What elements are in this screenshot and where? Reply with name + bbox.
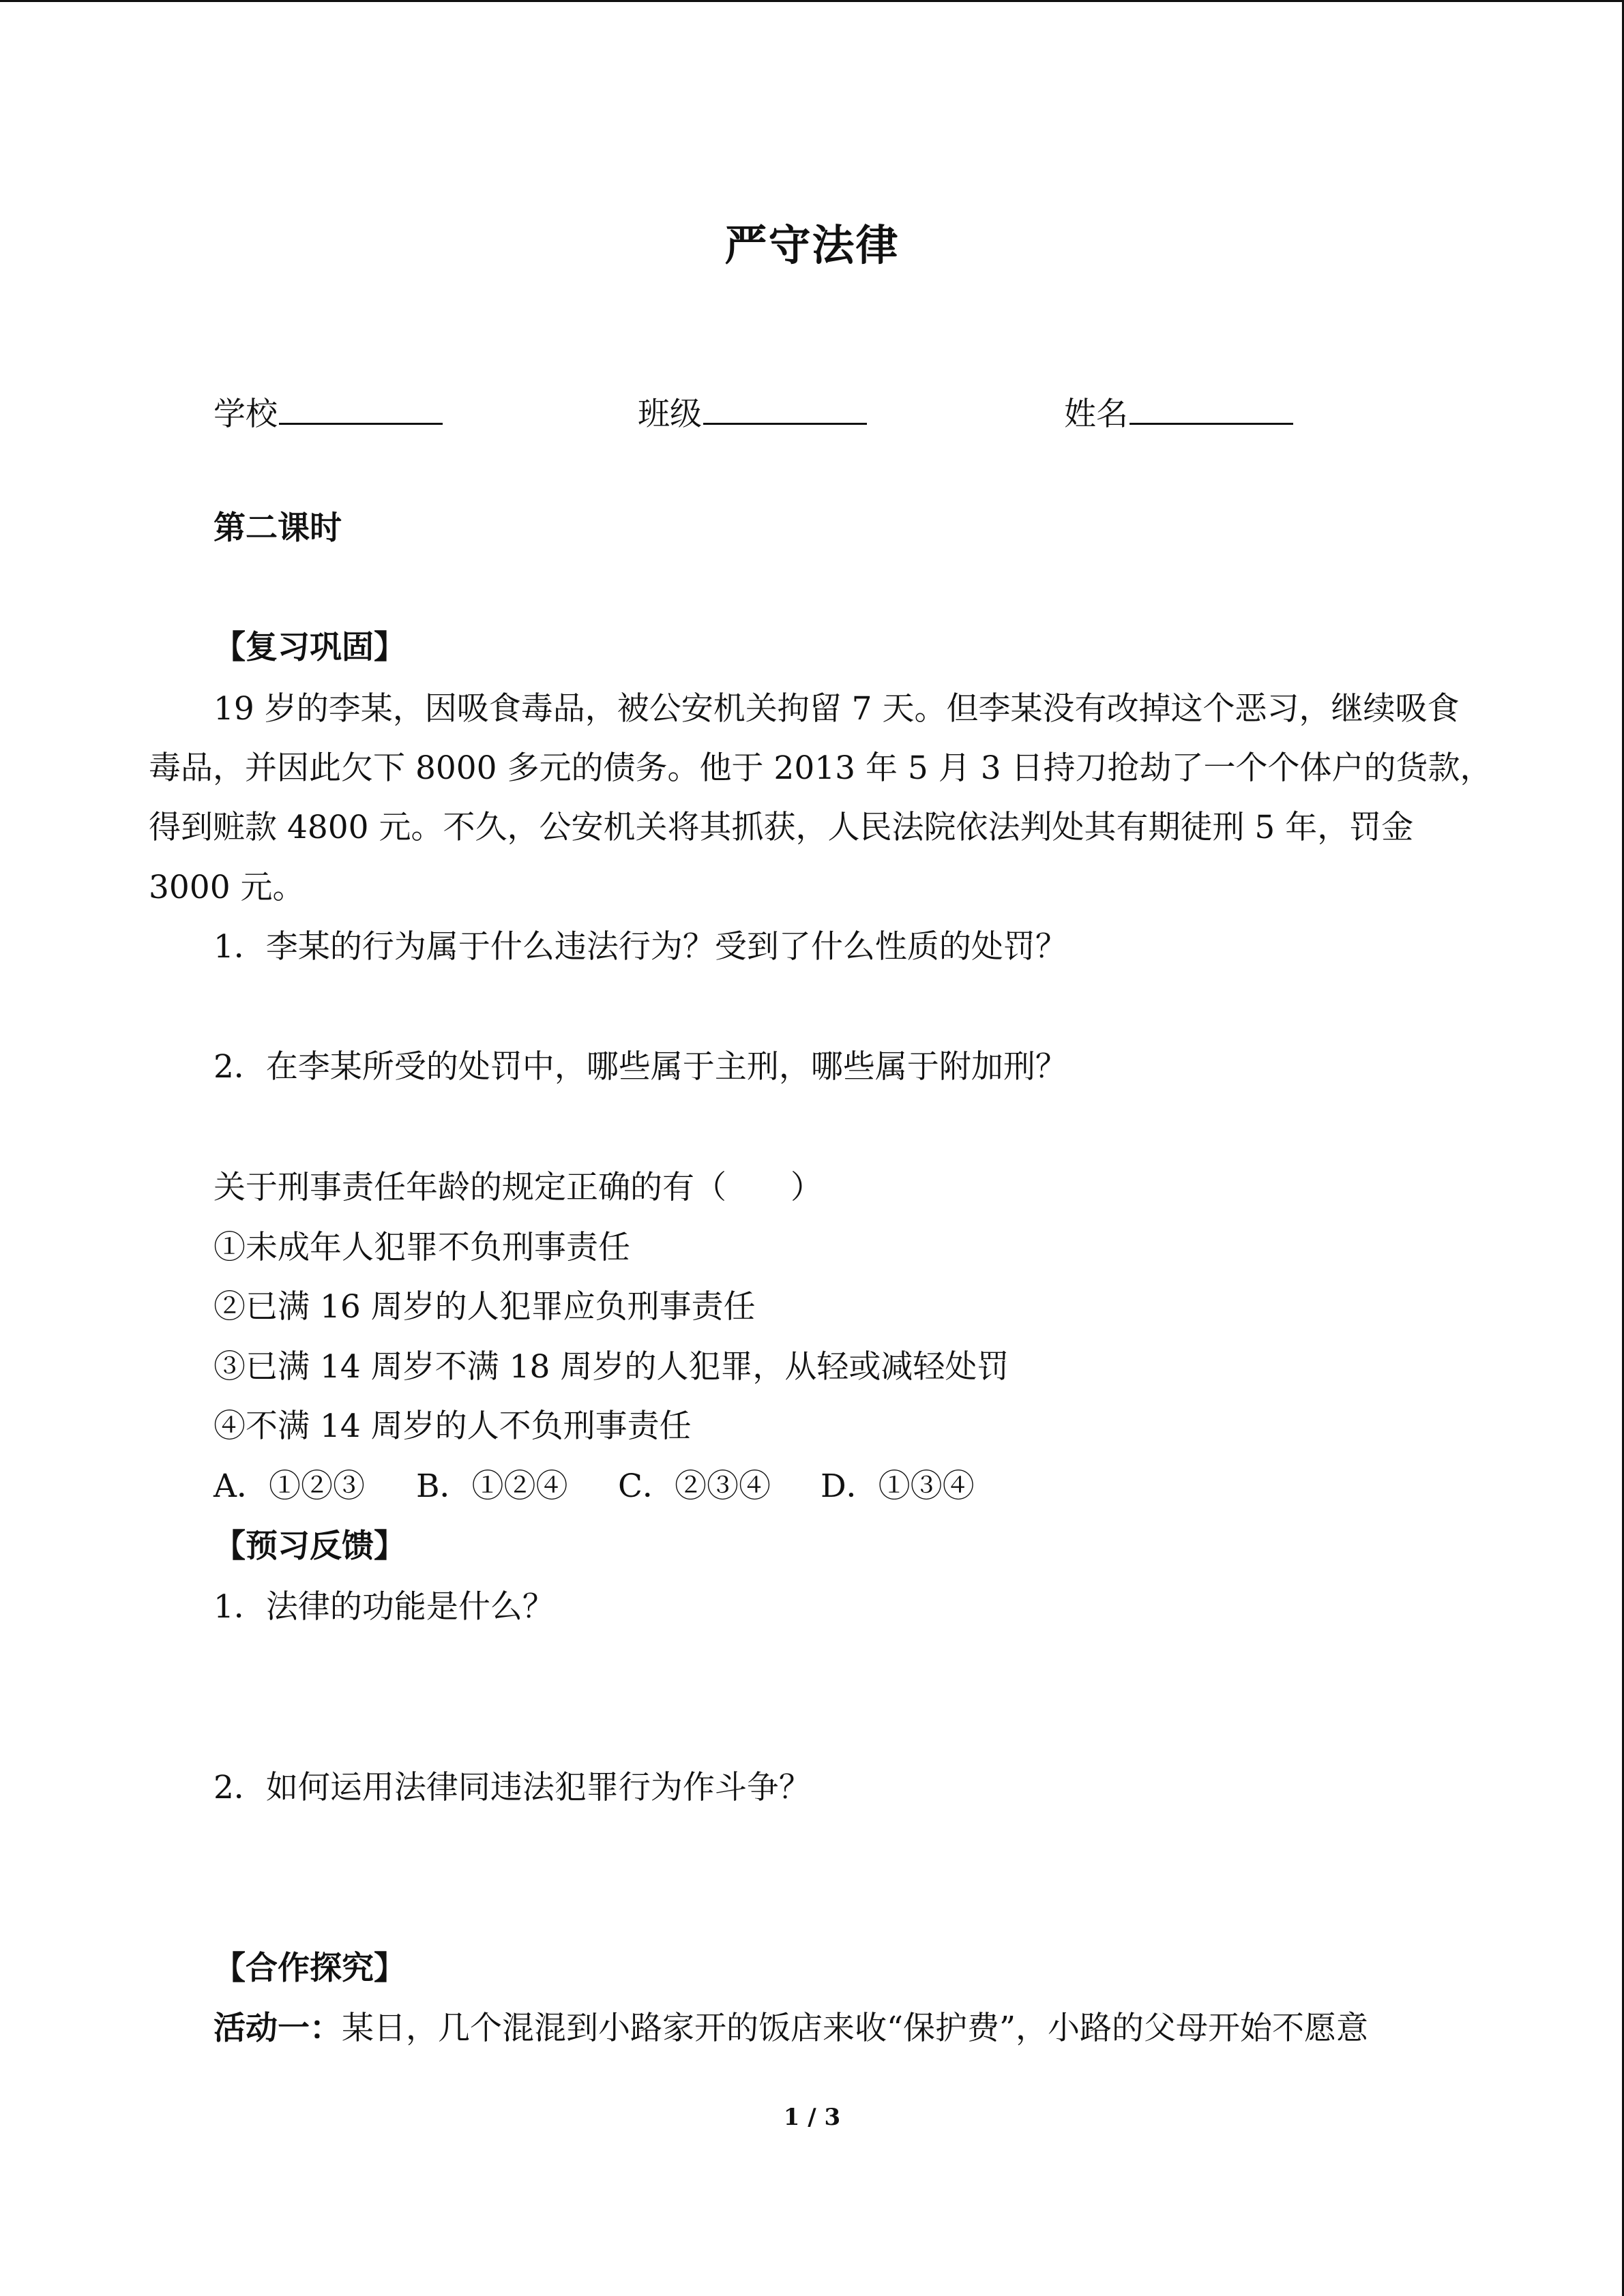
mc-statement: ①未成年人犯罪不负刑事责任 (213, 1229, 630, 1266)
page-number: 1 / 3 (783, 2104, 841, 2131)
mc-option-d: D．①③④ (821, 1467, 975, 1505)
page-top-border (0, 0, 1624, 2)
name-label: 姓名 (1064, 396, 1128, 433)
lesson-heading: 第二课时 (213, 509, 342, 547)
preview-heading: 【预习反馈】 (213, 1527, 406, 1565)
mc-option-a: A．①②③ (213, 1467, 365, 1505)
preview-question-1: 1．法律的功能是什么？ (213, 1588, 555, 1626)
review-question-1: 1．李某的行为属于什么违法行为？受到了什么性质的处罚？ (213, 928, 1067, 966)
mc-option-b: B．①②④ (416, 1467, 568, 1505)
case-line-2: 毒品，并因此欠下 8000 多元的债务。他于 2013 年 5 月 3 日持刀抢劫了一个个体户的货款， (149, 749, 1492, 787)
school-field (213, 389, 443, 435)
page-title: 严守法律 (724, 220, 900, 270)
mc-statement: ③已满 14 周岁不满 18 周岁的人犯罪，从轻或减轻处罚 (213, 1348, 1009, 1386)
class-blank[interactable] (703, 389, 867, 425)
preview-question-2: 2．如何运用法律同违法犯罪行为作斗争？ (213, 1769, 811, 1806)
class-label: 班级 (638, 396, 702, 433)
activity-one (213, 2008, 1368, 2049)
case-line-1: 19 岁的李某，因吸食毒品，被公安机关拘留 7 天。但李某没有改掉这个恶习，继续吸食 (213, 690, 1460, 728)
case-line-4: 3000 元。 (149, 869, 305, 906)
name-field (1064, 389, 1293, 435)
mc-statement: ②已满 16 周岁的人犯罪应负刑事责任 (213, 1288, 756, 1326)
activity-label: 活动一： (213, 2010, 342, 2047)
name-blank[interactable] (1130, 389, 1293, 425)
class-field (638, 389, 867, 435)
mc-question: 关于刑事责任年龄的规定正确的有（ ） (213, 1169, 823, 1206)
activity-text: 某日，几个混混到小路家开的饭店来收“保护费”，小路的父母开始不愿意 (342, 2010, 1369, 2047)
mc-option-c: C．②③④ (618, 1467, 771, 1505)
school-label: 学校 (213, 396, 278, 433)
school-blank[interactable] (279, 389, 443, 425)
review-question-2: 2．在李某所受的处罚中，哪些属于主刑，哪些属于附加刑？ (213, 1048, 1067, 1086)
mc-statement: ④不满 14 周岁的人不负刑事责任 (213, 1407, 692, 1445)
cooperation-heading: 【合作探究】 (213, 1950, 406, 1987)
review-heading: 【复习巩固】 (213, 629, 406, 666)
case-line-3: 得到赃款 4800 元。不久，公安机关将其抓获，人民法院依法判处其有期徒刑 5 年，罚金 (149, 809, 1414, 846)
